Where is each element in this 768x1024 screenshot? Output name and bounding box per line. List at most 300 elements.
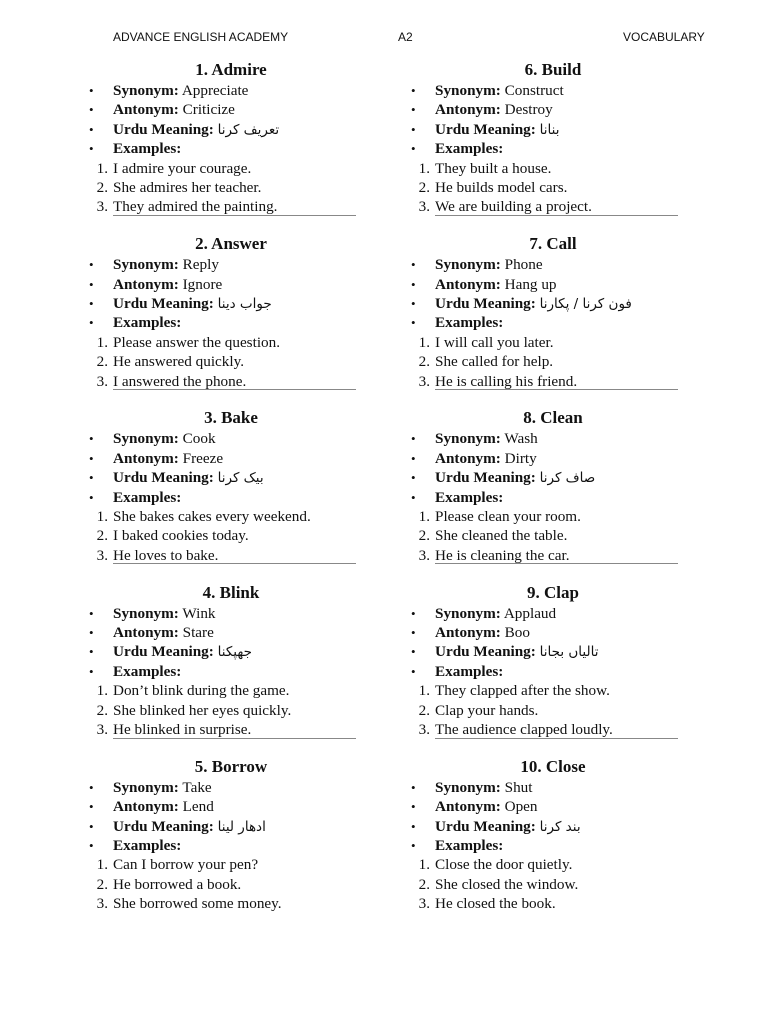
- examples-heading-row: [408, 139, 708, 158]
- bullet: •: [89, 818, 94, 834]
- example-number: 1.: [96, 507, 108, 525]
- example-item: [408, 681, 708, 700]
- examples-heading-row: [408, 313, 708, 332]
- example-text: I admire your courage.: [113, 159, 252, 177]
- antonym-row-content: [113, 623, 214, 642]
- examples-heading: [113, 139, 181, 158]
- entry-title: 9. Clap: [527, 582, 579, 602]
- bullet: •: [411, 102, 416, 118]
- header-subject: VOCABULARY: [623, 30, 705, 44]
- urdu-label: Urdu Meaning:: [435, 469, 536, 487]
- examples-label: Examples:: [113, 140, 182, 158]
- example-number: 3.: [96, 720, 108, 738]
- example-text: I baked cookies today.: [113, 527, 249, 545]
- examples-label: Examples:: [435, 314, 504, 332]
- example-number: 1.: [418, 159, 430, 177]
- entry-title: 5. Borrow: [194, 756, 268, 776]
- urdu-label: Urdu Meaning:: [435, 643, 536, 661]
- synonym-label: Synonym:: [113, 82, 179, 99]
- urdu-value: ادھار لینا: [217, 818, 266, 835]
- entry-divider: [435, 738, 678, 739]
- antonym-label: Antonym:: [113, 101, 179, 119]
- example-item: [86, 855, 386, 874]
- synonym-row: [408, 604, 708, 623]
- antonym-label: Antonym:: [435, 798, 501, 816]
- antonym-row: [408, 449, 708, 468]
- urdu-meaning-row: [86, 294, 386, 313]
- entry-title: 7. Call: [529, 234, 577, 254]
- bullet: •: [411, 779, 416, 795]
- bullet: •: [89, 799, 94, 815]
- synonym-label: Synonym:: [113, 778, 179, 796]
- examples-label: Examples:: [113, 314, 182, 332]
- bullet: •: [411, 818, 416, 834]
- urdu-meaning-row-content: [113, 642, 252, 662]
- bullet: •: [89, 295, 94, 311]
- vocab-entry: [86, 756, 386, 930]
- antonym-row-content: [113, 797, 214, 816]
- example-number: 1.: [418, 507, 430, 525]
- synonym-value: Wash: [504, 430, 538, 448]
- example-number: 1.: [96, 159, 108, 177]
- antonym-value: Destroy: [504, 101, 553, 119]
- bullet: •: [411, 431, 416, 447]
- vocab-entry: [408, 407, 708, 581]
- urdu-meaning-row-content: [113, 817, 266, 837]
- urdu-value: جھپکنا: [217, 644, 252, 661]
- bullet: •: [411, 257, 416, 273]
- synonym-row-content: [435, 778, 533, 797]
- examples-label: Examples:: [435, 140, 504, 158]
- example-item: [86, 701, 386, 720]
- example-text: She closed the window.: [435, 875, 579, 893]
- antonym-label: Antonym:: [435, 275, 501, 293]
- example-number: 2.: [418, 701, 430, 719]
- right-column: [408, 59, 708, 930]
- example-text: She bakes cakes every weekend.: [113, 507, 311, 525]
- entry-divider: [113, 215, 356, 216]
- example-text: She called for help.: [435, 353, 554, 371]
- examples-heading: [435, 488, 503, 507]
- synonym-row: [86, 429, 386, 448]
- bullet: •: [411, 470, 416, 486]
- examples-label: Examples:: [435, 488, 504, 506]
- bullet: •: [89, 779, 94, 795]
- antonym-row-content: [435, 797, 538, 816]
- urdu-value: صاف کرنا: [539, 470, 596, 487]
- bullet: •: [89, 141, 94, 157]
- bullet: •: [411, 315, 416, 331]
- example-item: [408, 197, 708, 216]
- examples-heading-row: [86, 313, 386, 332]
- antonym-value: Criticize: [182, 101, 235, 119]
- example-item: [408, 507, 708, 526]
- example-item: [408, 333, 708, 352]
- synonym-label: Synonym:: [435, 430, 501, 448]
- urdu-label: Urdu Meaning:: [435, 120, 536, 138]
- antonym-value: Dirty: [504, 449, 537, 467]
- bullet: •: [411, 605, 416, 621]
- header-academy-name: ADVANCE ENGLISH ACADEMY: [113, 30, 289, 44]
- example-number: 2.: [96, 875, 108, 893]
- examples-heading: [113, 313, 181, 332]
- vocab-entry: [86, 233, 386, 407]
- bullet: •: [89, 450, 94, 466]
- example-item: [86, 546, 386, 565]
- bullet: •: [411, 644, 416, 660]
- antonym-row: [408, 797, 708, 816]
- example-text: Don’t blink during the game.: [113, 682, 290, 700]
- examples-heading-row: [86, 488, 386, 507]
- synonym-label: Synonym:: [435, 82, 501, 99]
- synonym-row-content: [113, 604, 216, 623]
- synonym-row-content: [113, 778, 212, 797]
- examples-heading-row: [408, 488, 708, 507]
- examples-heading: [435, 662, 503, 681]
- example-item: [86, 372, 386, 391]
- example-number: 3.: [96, 372, 108, 390]
- urdu-meaning-row: [86, 468, 386, 487]
- vocab-entry: [408, 233, 708, 407]
- examples-label: Examples:: [435, 836, 504, 854]
- example-text: They admired the painting.: [113, 198, 278, 216]
- antonym-label: Antonym:: [113, 623, 179, 641]
- urdu-meaning-row-content: [435, 120, 559, 140]
- antonym-value: Boo: [504, 623, 530, 641]
- antonym-value: Open: [504, 798, 538, 816]
- bullet: •: [89, 276, 94, 292]
- urdu-value: بیک کرنا: [217, 470, 264, 487]
- example-number: 2.: [418, 178, 430, 196]
- antonym-row: [408, 275, 708, 294]
- synonym-row: [86, 81, 386, 100]
- urdu-meaning-row: [86, 642, 386, 661]
- example-item: [408, 855, 708, 874]
- bullet: •: [89, 624, 94, 640]
- bullet: •: [89, 121, 94, 137]
- antonym-row: [86, 100, 386, 119]
- urdu-label: Urdu Meaning:: [435, 817, 536, 835]
- bullet: •: [411, 663, 416, 679]
- example-number: 3.: [418, 198, 430, 216]
- synonym-row-content: [435, 429, 538, 448]
- example-number: 3.: [418, 372, 430, 390]
- example-item: [408, 352, 708, 371]
- vocab-entry: [86, 582, 386, 756]
- synonym-row-content: [435, 81, 564, 100]
- example-number: 3.: [96, 198, 108, 216]
- bullet: •: [411, 295, 416, 311]
- bullet: •: [89, 837, 94, 853]
- urdu-meaning-row-content: [113, 120, 279, 140]
- example-item: [86, 720, 386, 739]
- examples-heading: [435, 313, 503, 332]
- antonym-row: [408, 623, 708, 642]
- example-item: [86, 159, 386, 178]
- example-item: [86, 352, 386, 371]
- antonym-row-content: [435, 100, 553, 119]
- urdu-label: Urdu Meaning:: [113, 817, 214, 835]
- vocab-entry: [86, 407, 386, 581]
- example-text: They built a house.: [435, 159, 552, 177]
- example-number: 1.: [96, 333, 108, 351]
- vocab-entry: [86, 59, 386, 233]
- examples-label: Examples:: [435, 662, 504, 680]
- bullet: •: [411, 276, 416, 292]
- example-number: 1.: [96, 682, 108, 700]
- antonym-label: Antonym:: [113, 449, 179, 467]
- urdu-meaning-row: [86, 817, 386, 836]
- example-number: 3.: [418, 720, 430, 738]
- example-number: 2.: [96, 527, 108, 545]
- entry-divider: [435, 215, 678, 216]
- urdu-meaning-row-content: [435, 468, 595, 488]
- urdu-meaning-row-content: [435, 294, 632, 314]
- bullet: •: [89, 489, 94, 505]
- entry-title: 4. Blink: [202, 582, 260, 602]
- synonym-value: Applaud: [503, 604, 557, 622]
- example-text: They clapped after the show.: [435, 682, 610, 700]
- example-text: She admires her teacher.: [113, 178, 262, 196]
- urdu-meaning-row-content: [113, 294, 272, 314]
- example-text: The audience clapped loudly.: [435, 720, 613, 738]
- example-number: 2.: [96, 178, 108, 196]
- antonym-label: Antonym:: [113, 798, 179, 816]
- antonym-row-content: [113, 275, 222, 294]
- bullet: •: [411, 141, 416, 157]
- synonym-value: Construct: [504, 82, 564, 99]
- bullet: •: [411, 799, 416, 815]
- example-item: [86, 507, 386, 526]
- example-item: [408, 526, 708, 545]
- example-item: [408, 875, 708, 894]
- antonym-label: Antonym:: [435, 449, 501, 467]
- example-item: [408, 701, 708, 720]
- antonym-value: Lend: [182, 798, 214, 816]
- page-header: [0, 30, 768, 48]
- urdu-value: تالیاں بجانا: [539, 644, 599, 661]
- urdu-label: Urdu Meaning:: [113, 120, 214, 138]
- antonym-row: [86, 275, 386, 294]
- bullet: •: [89, 431, 94, 447]
- urdu-meaning-row: [408, 120, 708, 139]
- synonym-row: [86, 604, 386, 623]
- example-number: 2.: [418, 527, 430, 545]
- bullet: •: [89, 257, 94, 273]
- bullet: •: [411, 837, 416, 853]
- urdu-meaning-row-content: [435, 642, 598, 662]
- synonym-label: Synonym:: [435, 604, 501, 622]
- antonym-row-content: [435, 623, 530, 642]
- example-text: I will call you later.: [435, 333, 554, 351]
- example-number: 2.: [96, 701, 108, 719]
- example-number: 1.: [96, 856, 108, 874]
- example-number: 2.: [96, 353, 108, 371]
- synonym-row: [408, 778, 708, 797]
- example-text: He answered quickly.: [113, 353, 245, 371]
- example-text: He is calling his friend.: [435, 372, 578, 390]
- header-level: A2: [398, 30, 413, 44]
- vocab-entry: [408, 59, 708, 233]
- examples-heading: [113, 488, 181, 507]
- example-text: Please answer the question.: [113, 333, 281, 351]
- antonym-value: Stare: [182, 623, 214, 641]
- entry-title: 8. Clean: [523, 408, 583, 428]
- urdu-value: بنانا: [539, 121, 560, 138]
- synonym-row-content: [113, 429, 216, 448]
- example-text: Please clean your room.: [435, 507, 581, 525]
- example-item: [408, 178, 708, 197]
- urdu-label: Urdu Meaning:: [113, 294, 214, 312]
- examples-heading-row: [86, 662, 386, 681]
- synonym-row-content: [435, 604, 556, 623]
- synonym-row: [408, 255, 708, 274]
- bullet: •: [411, 83, 416, 98]
- synonym-value: Cook: [182, 430, 216, 448]
- example-number: 2.: [418, 875, 430, 893]
- urdu-value: بند کرنا: [539, 818, 581, 835]
- example-number: 3.: [96, 546, 108, 564]
- entry-title: 2. Answer: [195, 234, 267, 254]
- bullet: •: [411, 121, 416, 137]
- example-text: He is cleaning the car.: [435, 546, 570, 564]
- examples-label: Examples:: [113, 488, 182, 506]
- example-number: 1.: [418, 682, 430, 700]
- urdu-value: فون کرنا / پکارنا: [539, 295, 632, 312]
- synonym-row-content: [113, 81, 248, 100]
- example-number: 3.: [96, 895, 108, 913]
- synonym-row-content: [113, 255, 219, 274]
- urdu-label: Urdu Meaning:: [435, 294, 536, 312]
- urdu-meaning-row: [408, 642, 708, 661]
- example-item: [86, 526, 386, 545]
- antonym-row: [86, 449, 386, 468]
- antonym-row-content: [113, 449, 223, 468]
- example-number: 1.: [418, 333, 430, 351]
- example-text: He blinked in surprise.: [113, 720, 252, 738]
- synonym-label: Synonym:: [113, 430, 179, 448]
- antonym-row-content: [113, 100, 235, 119]
- entry-title: 10. Close: [520, 756, 586, 776]
- bullet: •: [411, 450, 416, 466]
- bullet: •: [89, 470, 94, 486]
- bullet: •: [89, 644, 94, 660]
- example-item: [86, 894, 386, 913]
- urdu-value: جواب دینا: [217, 295, 272, 312]
- example-text: She blinked her eyes quickly.: [113, 701, 292, 719]
- examples-heading-row: [408, 662, 708, 681]
- urdu-meaning-row: [86, 120, 386, 139]
- example-item: [408, 546, 708, 565]
- example-text: He loves to bake.: [113, 546, 219, 564]
- entry-title: 6. Build: [524, 60, 582, 79]
- entry-divider: [435, 389, 678, 390]
- synonym-label: Synonym:: [113, 256, 179, 274]
- antonym-row: [86, 623, 386, 642]
- synonym-row: [86, 255, 386, 274]
- synonym-value: Wink: [182, 604, 216, 622]
- bullet: •: [89, 102, 94, 118]
- examples-heading: [113, 662, 181, 681]
- examples-heading-row: [86, 139, 386, 158]
- antonym-row-content: [435, 449, 537, 468]
- urdu-meaning-row: [408, 817, 708, 836]
- example-item: [86, 197, 386, 216]
- entry-divider: [113, 389, 356, 390]
- urdu-label: Urdu Meaning:: [113, 643, 214, 661]
- urdu-meaning-row-content: [113, 468, 264, 488]
- synonym-label: Synonym:: [435, 256, 501, 274]
- bullet: •: [89, 83, 94, 98]
- example-text: We are building a project.: [435, 198, 592, 216]
- antonym-value: Hang up: [504, 275, 557, 293]
- antonym-label: Antonym:: [435, 623, 501, 641]
- synonym-row: [86, 778, 386, 797]
- antonym-label: Antonym:: [113, 275, 179, 293]
- examples-label: Examples:: [113, 836, 182, 854]
- bullet: •: [411, 489, 416, 505]
- example-text: I answered the phone.: [113, 372, 247, 390]
- example-number: 3.: [418, 546, 430, 564]
- example-number: 3.: [418, 895, 430, 913]
- synonym-row: [408, 81, 708, 100]
- urdu-label: Urdu Meaning:: [113, 469, 214, 487]
- example-item: [408, 372, 708, 391]
- antonym-row: [86, 797, 386, 816]
- examples-heading: [435, 836, 503, 855]
- vocab-entry: [408, 582, 708, 756]
- antonym-label: Antonym:: [435, 101, 501, 119]
- example-text: He borrowed a book.: [113, 875, 242, 893]
- examples-heading-row: [86, 836, 386, 855]
- example-item: [86, 875, 386, 894]
- examples-label: Examples:: [113, 662, 182, 680]
- example-text: She borrowed some money.: [113, 895, 282, 913]
- antonym-value: Freeze: [182, 449, 224, 467]
- bullet: •: [89, 315, 94, 331]
- example-item: [86, 178, 386, 197]
- example-item: [86, 681, 386, 700]
- entry-title: 3. Bake: [204, 408, 258, 428]
- vocab-entry: [408, 756, 708, 930]
- urdu-value: تعریف کرنا: [217, 121, 280, 138]
- synonym-label: Synonym:: [435, 778, 501, 796]
- example-text: He builds model cars.: [435, 178, 568, 196]
- example-item: [86, 333, 386, 352]
- example-item: [408, 894, 708, 913]
- example-text: She cleaned the table.: [435, 527, 568, 545]
- examples-heading: [113, 836, 181, 855]
- urdu-meaning-row: [408, 468, 708, 487]
- left-column: [86, 59, 386, 930]
- example-number: 1.: [418, 856, 430, 874]
- entry-divider: [113, 738, 356, 739]
- antonym-row: [408, 100, 708, 119]
- example-text: He closed the book.: [435, 895, 556, 913]
- synonym-value: Phone: [504, 256, 543, 274]
- examples-heading-row: [408, 836, 708, 855]
- urdu-meaning-row: [408, 294, 708, 313]
- example-text: Can I borrow your pen?: [113, 856, 259, 874]
- example-item: [408, 159, 708, 178]
- synonym-value: Shut: [504, 778, 533, 796]
- urdu-meaning-row-content: [435, 817, 581, 837]
- examples-heading: [435, 139, 503, 158]
- example-text: Clap your hands.: [435, 701, 539, 719]
- synonym-row: [408, 429, 708, 448]
- example-text: Close the door quietly.: [435, 856, 573, 874]
- entry-divider: [435, 563, 678, 564]
